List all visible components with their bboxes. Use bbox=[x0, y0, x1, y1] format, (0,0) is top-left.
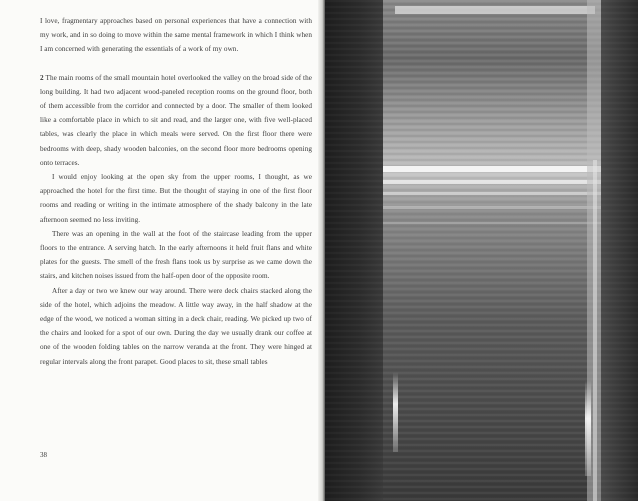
paragraph-1 bbox=[40, 14, 312, 57]
paragraph-text: After a day or two we knew our way around. There were deck chairs stacked along the side of the hotel, which adjoins the meadow. A little way away, in the half shadow at the edge of the wood, we noticed a woman sitting in a deck chair, reading. We picked up two of the chairs and looked for a spot of our own. During the day we usually drank our coffee at one of the wooden folding tables on the narrow veranda at the front. They were hinged at regular intervals along the front parapet. Good places to sit, these small tables bbox=[40, 286, 312, 366]
paragraph-4 bbox=[40, 227, 312, 284]
paragraph-text: The main rooms of the small mountain hotel overlooked the valley on the broad side of the long building. It had two adjacent wood-paneled reception rooms on the ground floor, both of them accessible from the corridor and connected by a door. The smaller of them looked like a comfortable place in which to sit and read, and the larger one, with five well-placed tables, was clearly the place in which meals were served. On the first floor there were bedrooms with deep, shady wooden balconies, on the second floor more bedrooms opening onto terraces. bbox=[40, 73, 312, 167]
paragraph-text: There was an opening in the wall at the foot of the staircase leading from the upper floors to the entrance. A serving hatch. In the early afternoons it held fruit flans and white plates for the guests. The smell of the fresh flans took us by surprise as we came down the stairs, and kitchen noises issued from the half-open door of the opposite room. bbox=[40, 229, 312, 281]
paragraph-5 bbox=[40, 284, 312, 369]
right-page bbox=[325, 0, 638, 501]
section-number: 2 bbox=[40, 73, 44, 82]
interior-photo bbox=[325, 0, 638, 501]
paragraph-text: I would enjoy looking at the open sky from the upper rooms, I thought, as we approached the hotel for the first time. But the thought of staying in one of the first floor rooms and reading or writing in the intimate atmosphere of the shady balcony in the late afternoon seemed no less inviting. bbox=[40, 173, 312, 224]
paragraph-2 bbox=[40, 71, 312, 170]
text-block bbox=[40, 14, 312, 369]
page-number: 38 bbox=[40, 451, 47, 459]
paragraph-text: I love, fragmentary approaches based on personal experiences that have a connection with my work, and in so doing to move within the same mental framework in which I think when I am concerned with generating the essentials of a work of my own. bbox=[40, 17, 312, 54]
paragraph-3 bbox=[40, 170, 312, 227]
